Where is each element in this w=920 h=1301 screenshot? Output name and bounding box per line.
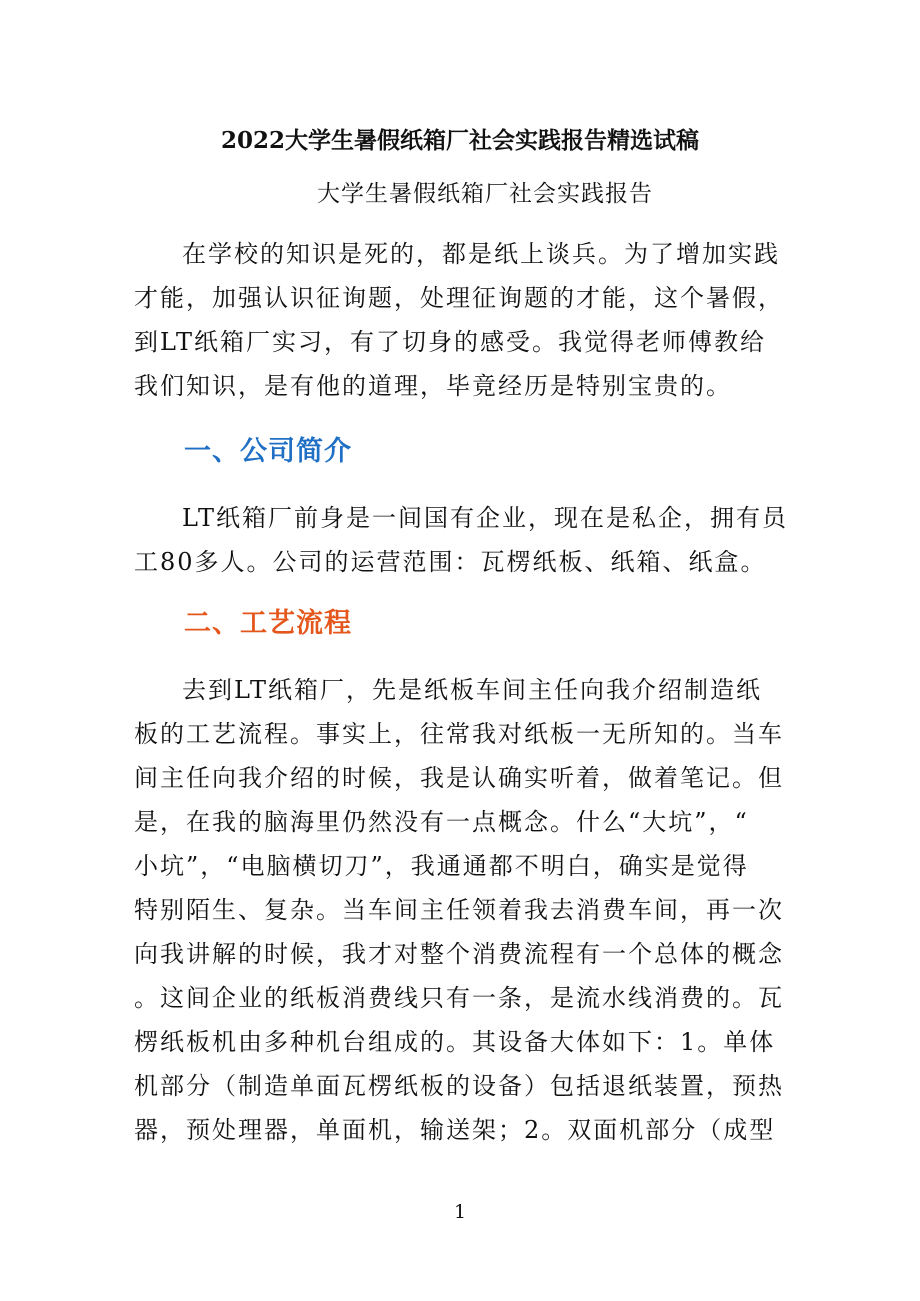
paragraph-line: 去到LT纸箱厂，先是纸板车间主任向我介绍制造纸 <box>182 676 762 704</box>
paragraph-line: 工80多人。公司的运营范围：瓦楞纸板、纸箱、纸盒。 <box>134 548 767 576</box>
paragraph-line: 机部分（制造单面瓦楞纸板的设备）包括退纸装置，预热 <box>134 1072 784 1100</box>
paragraph-line: 是，在我的脑海里仍然没有一点概念。什么“大坑”，“ <box>134 808 749 836</box>
paragraph-line: 特别陌生、复杂。当车间主任领着我去消费车间，再一次 <box>134 896 784 924</box>
paragraph-line: 在学校的知识是死的，都是纸上谈兵。为了增加实践 <box>182 240 780 268</box>
paragraph-line: 。这间企业的纸板消费线只有一条，是流水线消费的。瓦 <box>134 984 784 1012</box>
paragraph-line: 器，预处理器，单面机，输送架；2。双面机部分（成型 <box>134 1116 776 1144</box>
company-intro-paragraph <box>134 496 786 584</box>
paragraph-line: 向我讲解的时候，我才对整个消费流程有一个总体的概念 <box>134 940 784 968</box>
section-heading-company-intro: 一、公司简介 <box>184 436 352 467</box>
paragraph-line: 我们知识，是有他的道理，毕竟经历是特别宝贵的。 <box>134 372 732 400</box>
paragraph-line: 板的工艺流程。事实上，往常我对纸板一无所知的。当车 <box>134 720 784 748</box>
paragraph-line: LT纸箱厂前身是一间国有企业，现在是私企，拥有员 <box>182 504 788 532</box>
paragraph-line: 间主任向我介绍的时候，我是认确实听着，做着笔记。但 <box>134 764 784 792</box>
paragraph-line: 楞纸板机由多种机台组成的。其设备大体如下：1。单体 <box>134 1028 776 1056</box>
document-subtitle: 大学生暑假纸箱厂社会实践报告 <box>317 181 653 207</box>
section-heading-process-flow: 二、工艺流程 <box>184 608 352 639</box>
document-title: 2022大学生暑假纸箱厂社会实践报告精选试稿 <box>220 127 699 154</box>
paragraph-line: 到LT纸箱厂实习，有了切身的感受。我觉得老师傅教给 <box>134 328 766 356</box>
paragraph-line: 才能，加强认识征询题，处理征询题的才能，这个暑假， <box>134 284 784 312</box>
process-flow-paragraph <box>134 668 786 1152</box>
paragraph-line: 小坑”，“电脑横切刀”，我通通都不明白，确实是觉得 <box>134 852 749 880</box>
page-number: 1 <box>453 1201 467 1223</box>
intro-paragraph <box>134 232 786 408</box>
